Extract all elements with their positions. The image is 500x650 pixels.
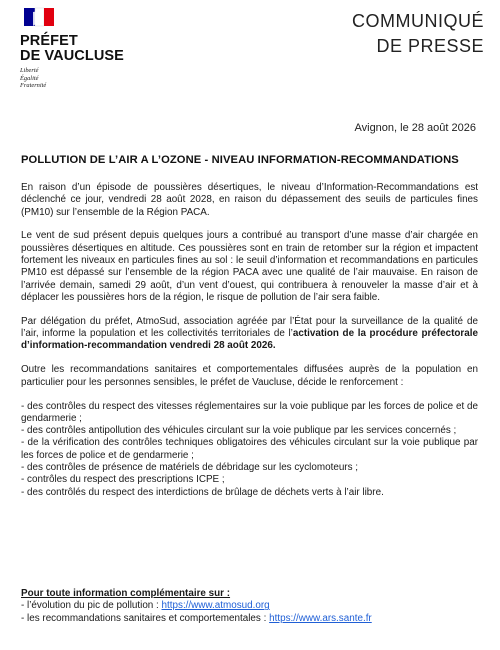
marianne-flag-icon <box>22 4 56 32</box>
paragraph-3 <box>21 316 478 353</box>
communique-line2: DE PRESSE <box>376 36 484 56</box>
more-info-section <box>21 588 478 625</box>
measures-list <box>21 401 478 499</box>
more-info-heading: Pour toute information complémentaire sur : <box>21 588 231 599</box>
paragraph-4: Outre les recommandations sanitaires et comportementales diffusées auprès de la population en particulier pour les personnes sensibles, le préfet de Vaucluse, décide le renforcement : <box>21 364 478 388</box>
ars-link[interactable]: https://www.ars.sante.fr <box>269 612 372 624</box>
communique-line1: COMMUNIQUÉ <box>352 11 484 31</box>
date-line: Avignon, le 28 août 2026 <box>354 122 476 134</box>
document-body <box>21 182 478 499</box>
paragraph-1: En raison d’un épisode de poussières désertiques, le niveau d’Information-Recommandations est déclenché ce jour, vendredi 28 août 2028, en raison du dépassement des seuils de particules fines (PM10) sur l’ensemble de la Région PACA. <box>21 182 478 218</box>
list-item: - des contrôlés du respect des interdictions de brûlage de déchets verts à l’air libre. <box>21 486 384 498</box>
motto-egalite: Égalité <box>20 74 39 82</box>
list-item: - de la vérification des contrôles techniques obligatoires des véhicules circulant sur la voie publique par les forces de police et de gendarmerie ; <box>21 437 478 461</box>
motto-fraternite: Fraternité <box>20 82 47 90</box>
republic-motto <box>20 67 46 90</box>
prefet-line2: DE VAUCLUSE <box>20 48 124 64</box>
header <box>0 0 500 110</box>
more-info-line-1-text: - l’évolution du pic de pollution : <box>21 600 162 612</box>
prefet-line1: PRÉFET <box>20 33 78 49</box>
more-info-line-2 <box>21 613 478 625</box>
list-item: - des contrôles du respect des vitesses réglementaires sur la voie publique par les forces de police et de gendarmerie ; <box>21 400 478 424</box>
more-info-line-2-text: - les recommandations sanitaires et comportementales : <box>21 612 270 624</box>
atmosud-link[interactable]: https://www.atmosud.org <box>161 600 270 612</box>
list-item: - des contrôles antipollution des véhicules circulant sur la voie publique par les services concernés ; <box>21 425 457 437</box>
motto-liberte: Liberté <box>20 67 39 74</box>
list-item: - des contrôles de présence de matériels de débridage sur les cyclomoteurs ; <box>21 462 359 474</box>
document-title: POLLUTION DE L’AIR A L’OZONE - NIVEAU INFORMATION-RECOMMANDATIONS <box>21 154 459 166</box>
press-release-label <box>352 9 484 59</box>
paragraph-2: Le vent de sud présent depuis quelques jours a contribué au transport d’une masse d’air chargée en poussières désertiques en altitude. Ces poussières sont en train de retomber sur la région et impactent fortement les niveaux en particules fines au sol : le seuil d’information et recommandations en particules PM10 est dépassé sur l’ensemble de la région PACA avec une qualité de l’air mauvaise. En raison de l’arrivée demain, samedi 29 août, d’un vent d’ouest, qui contribuera à renouveler la masse d’air et à déplacer les poussières hors de la région, le risque de pollution de l’air sera faible. <box>21 230 478 303</box>
list-item: - contrôles du respect des prescriptions ICPE ; <box>21 474 225 486</box>
more-info-line-1 <box>21 600 478 612</box>
paragraph-3-bold: activation de la procédure préfectorale d’information-recommandation vendredi 28 août 2026. <box>21 328 478 352</box>
paragraph-3-text: Par délégation du préfet, AtmoSud, association agréée par l’État pour la surveillance de la qualité de l’air, informe la population et les collectivités territoriales de l’ <box>21 315 478 340</box>
prefet-name <box>20 34 124 64</box>
